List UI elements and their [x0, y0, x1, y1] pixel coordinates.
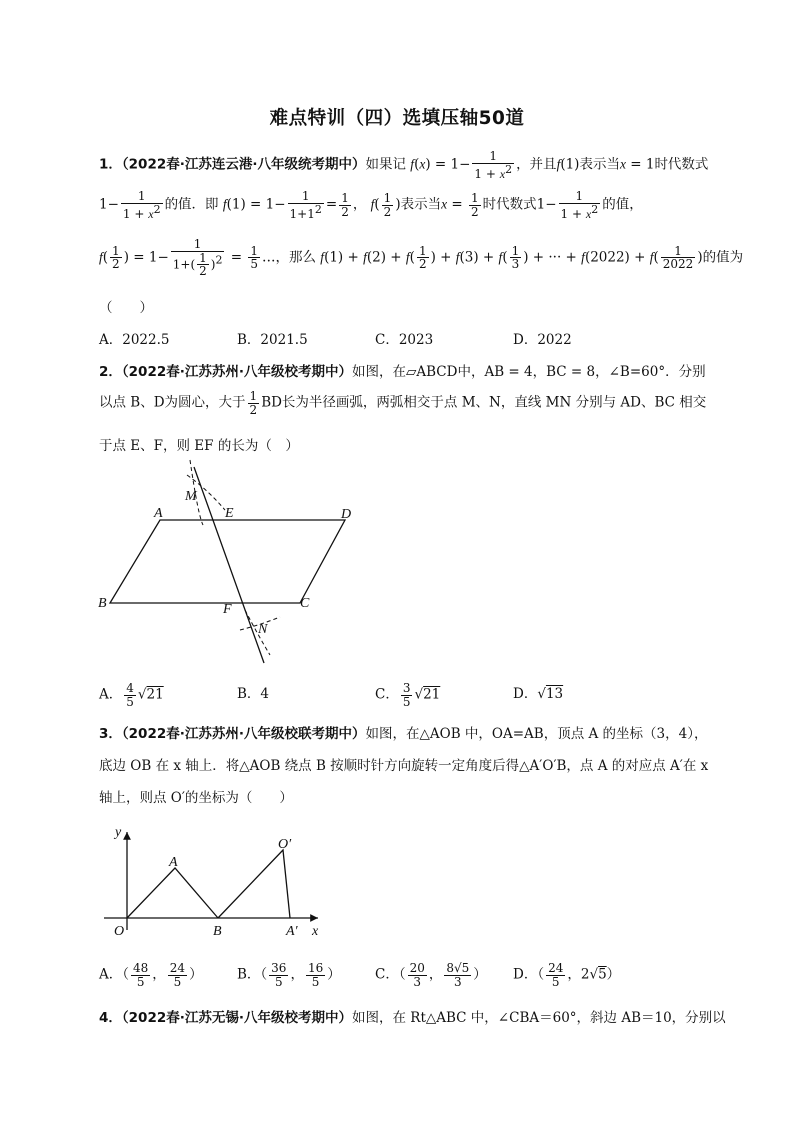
label-e: E — [225, 506, 234, 521]
label-b: B — [213, 924, 222, 939]
label-a-prime: A′ — [286, 924, 298, 939]
q2-option-b: B．4 — [237, 686, 270, 702]
q2-option-d: D．√13 — [513, 686, 564, 702]
q2-line2: 以点 B、D为圆心，大于 $\frac{1}{2}$ BD长为半径画弧，两弧相交于点 M、N，直线 MN 分别与 AD、BC 相交 — [99, 389, 707, 417]
q1-options — [99, 328, 699, 348]
q3-option-d: D．（ $\frac{24}{5}$ ，2√5） — [513, 961, 621, 989]
label-c: C — [300, 596, 310, 611]
q1-line3: f( $\frac{1}{2}$ ) = 1− 1 1+( $\frac{1}{2}$ )$^2$ = $\frac{1}{5}$ …，那么 f(1) + f(2) + f( $\frac{1}{2}$ ) + f(3) + f( $\frac{1}{3}$ ) + ··· + f(2022) + f( $\frac{1}{2022}$ )的值为 — [99, 237, 744, 279]
label-m: M — [185, 489, 197, 504]
triangle-a2o2b — [218, 850, 290, 918]
q3-line3: 轴上，则点 O′的坐标为（ ） — [99, 790, 293, 806]
q1-option-b: B．2021.5 — [237, 332, 308, 348]
q3-options — [99, 962, 699, 988]
q1-line1: 1．（2022春·江苏连云港·八年级统考期中）如果记 f(x) = 1− $\frac{1}{1 + x^2}$ ，并且f(1)表示当x = 1时代数式 — [99, 149, 709, 181]
q1-option-a: A．2022.5 — [99, 332, 170, 348]
label-a: A — [154, 506, 163, 521]
q2-line3: 于点 E、F，则 EF 的长为（ ） — [99, 438, 299, 454]
label-y: y — [115, 825, 122, 840]
label-o: O — [114, 924, 125, 939]
label-d: D — [341, 507, 352, 522]
q3-line2: 底边 OB 在 x 轴上．将△AOB 绕点 B 按顺时针方向旋转一定角度后得△A′O′B，点 A 的对应点 A′在 x — [99, 758, 709, 774]
label-o-prime: O′ — [278, 837, 292, 852]
label-b: B — [98, 596, 107, 611]
q1-option-d: D．2022 — [513, 332, 572, 348]
q3-figure — [100, 820, 340, 950]
q3-line1: 3．（2022春·江苏苏州·八年级校联考期中）如图，在△AOB 中，OA=AB，顶点 A 的坐标（3，4）， — [99, 726, 708, 742]
q2-option-a: A． $\frac{4}{5}$ √21 — [99, 681, 164, 709]
q1-option-c: C．2023 — [375, 332, 434, 348]
q3-option-b: B．（ $\frac{36}{5}$ ， $\frac{16}{5}$ ） — [237, 961, 341, 989]
q3-option-a: A．（ $\frac{48}{5}$ ， $\frac{24}{5}$ ） — [99, 961, 203, 989]
label-n: N — [258, 622, 268, 637]
page-title: 难点特训（四）选填压轴50道 — [269, 108, 525, 129]
q2-options — [99, 682, 699, 708]
q2-line1: 2．（2022春·江苏苏州·八年级校考期中）如图，在▱ABCD中，AB = 4，BC = 8，∠B=60°．分别 — [99, 364, 706, 380]
q2-figure — [90, 455, 380, 665]
q1-blank: （ ） — [99, 300, 153, 316]
q4-line1: 4．（2022春·江苏无锡·八年级校考期中）如图，在 Rt△ABC 中，∠CBA＝60°，斜边 AB＝10，分别以 — [99, 1010, 726, 1026]
q1-line2: 1− $\frac{1}{1 + x^2}$ 的值．即 f(1) = 1− $\frac{1}{1+1^2}$ = $\frac{1}{2}$ ， f( $\frac{1}{2}$ )表示当x = $\frac{1}{2}$ 时代数式1− $\frac{1}{1 + x^2}$ 的值， — [99, 189, 643, 221]
label-x: x — [312, 924, 319, 939]
label-a: A — [169, 855, 178, 870]
label-f: F — [223, 602, 232, 617]
line-mn — [194, 467, 264, 663]
q3-option-c: C．（ $\frac{20}{3}$ ， $\frac{8√5}{3}$ ） — [375, 961, 487, 989]
triangle-aob — [127, 868, 218, 918]
q2-option-c: C． $\frac{3}{5}$ √21 — [375, 681, 441, 709]
